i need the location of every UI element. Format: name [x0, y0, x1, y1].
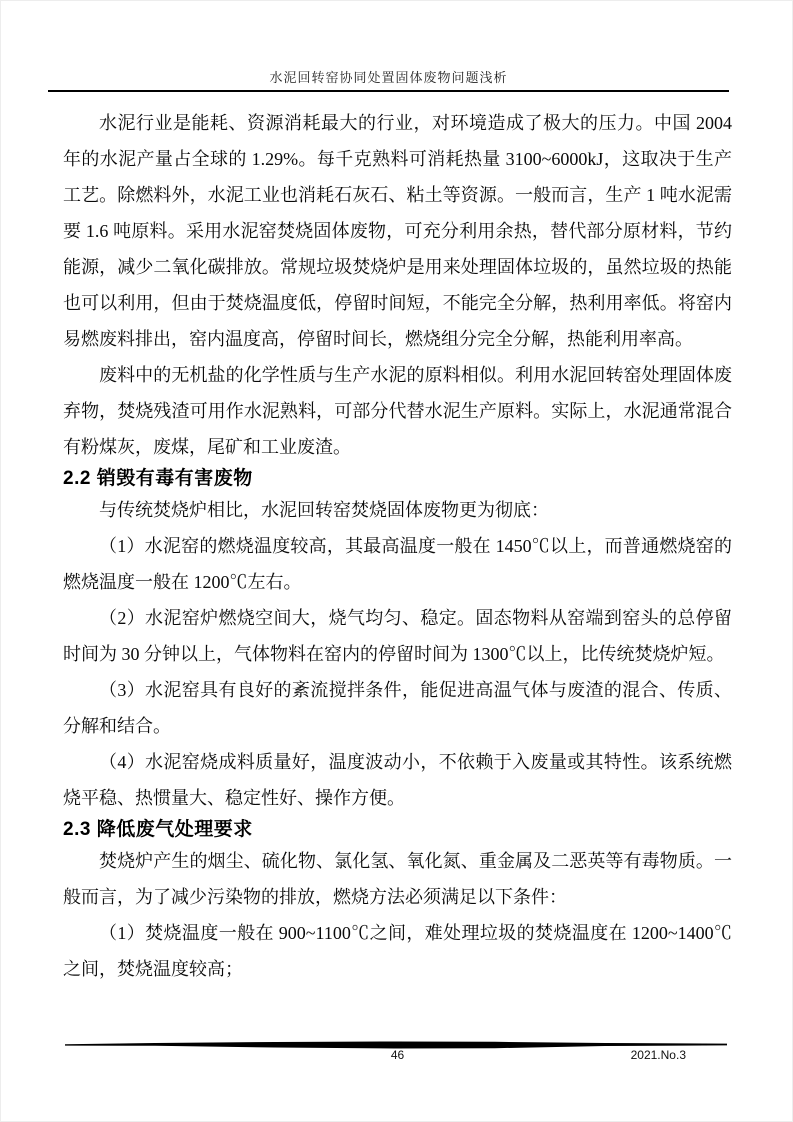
issue-number: 2021.No.3: [630, 1048, 686, 1062]
section-2-2-item-3: （3）水泥窑具有良好的紊流搅拌条件，能促进高温气体与废渣的混合、传质、分解和结合。: [63, 680, 732, 736]
section-heading-2-2: 2.2 销毁有毒有害废物: [63, 468, 253, 489]
footer-row: [63, 1048, 732, 1066]
running-header-title: 水泥回转窑协同处置固体废物问题浅析: [269, 70, 508, 85]
intro-paragraph-1: 水泥行业是能耗、资源消耗最大的行业，对环境造成了极大的压力。中国 2004 年的水泥产量占全球的 1.29%。每千克熟料可消耗热量 3100~6000kJ，这取决于生产工艺。除燃料外，水泥工业也消耗石灰石、粘土等资源。一般而言，生产 1 吨水泥需要 1.6 吨原料。采用水泥窑焚烧固体废物，可充分利用余热，替代部分原材料，节约能源，减少二氧化碳排放。常规垃圾焚烧炉是用来处理固体垃圾的，虽然垃圾的热能也可以利用，但由于焚烧温度低，停留时间短，不能完全分解，热利用率低。将窑内易燃废料排出，窑内温度高，停留时间长，燃烧组分完全分解，热能利用率高。: [63, 113, 732, 349]
article-body: [63, 105, 732, 987]
header-rule: [48, 90, 729, 92]
section-2-2-item-2: （2）水泥窑炉燃烧空间大，烧气均匀、稳定。固态物料从窑端到窑头的总停留时间为 30 分钟以上，气体物料在窑内的停留时间为 1300℃以上，比传统焚烧炉短。: [63, 608, 732, 664]
page-number: 46: [390, 1048, 405, 1062]
intro-paragraph-2: 废料中的无机盐的化学性质与生产水泥的原料相似。利用水泥回转窑处理固体废弃物，焚烧残渣可用作水泥熟料，可部分代替水泥生产原料。实际上，水泥通常混合有粉煤灰，废煤，尾矿和工业废渣。: [63, 365, 732, 457]
section-2-3-item-1: （1）焚烧温度一般在 900~1100℃之间，难处理垃圾的焚烧温度在 1200~1400℃之间，焚烧温度较高；: [63, 923, 732, 979]
page-footer: [1, 1039, 793, 1079]
section-2-2-item-4: （4）水泥窑烧成料质量好，温度波动小，不依赖于入废量或其特性。该系统燃烧平稳、热惯量大、稳定性好、操作方便。: [63, 752, 732, 808]
section-2-2-paragraph-intro: 与传统焚烧炉相比，水泥回转窑焚烧固体废物更为彻底：: [99, 500, 549, 520]
section-heading-2-3: 2.3 降低废气处理要求: [63, 819, 253, 840]
section-2-2-item-1: （1）水泥窑的燃烧温度较高，其最高温度一般在 1450℃以上，而普通燃烧窑的燃烧温度一般在 1200℃左右。: [63, 536, 732, 592]
section-2-3-paragraph-intro: 焚烧炉产生的烟尘、硫化物、氯化氢、氧化氮、重金属及二恶英等有毒物质。一般而言，为了减少污染物的排放，燃烧方法必须满足以下条件：: [63, 851, 732, 907]
